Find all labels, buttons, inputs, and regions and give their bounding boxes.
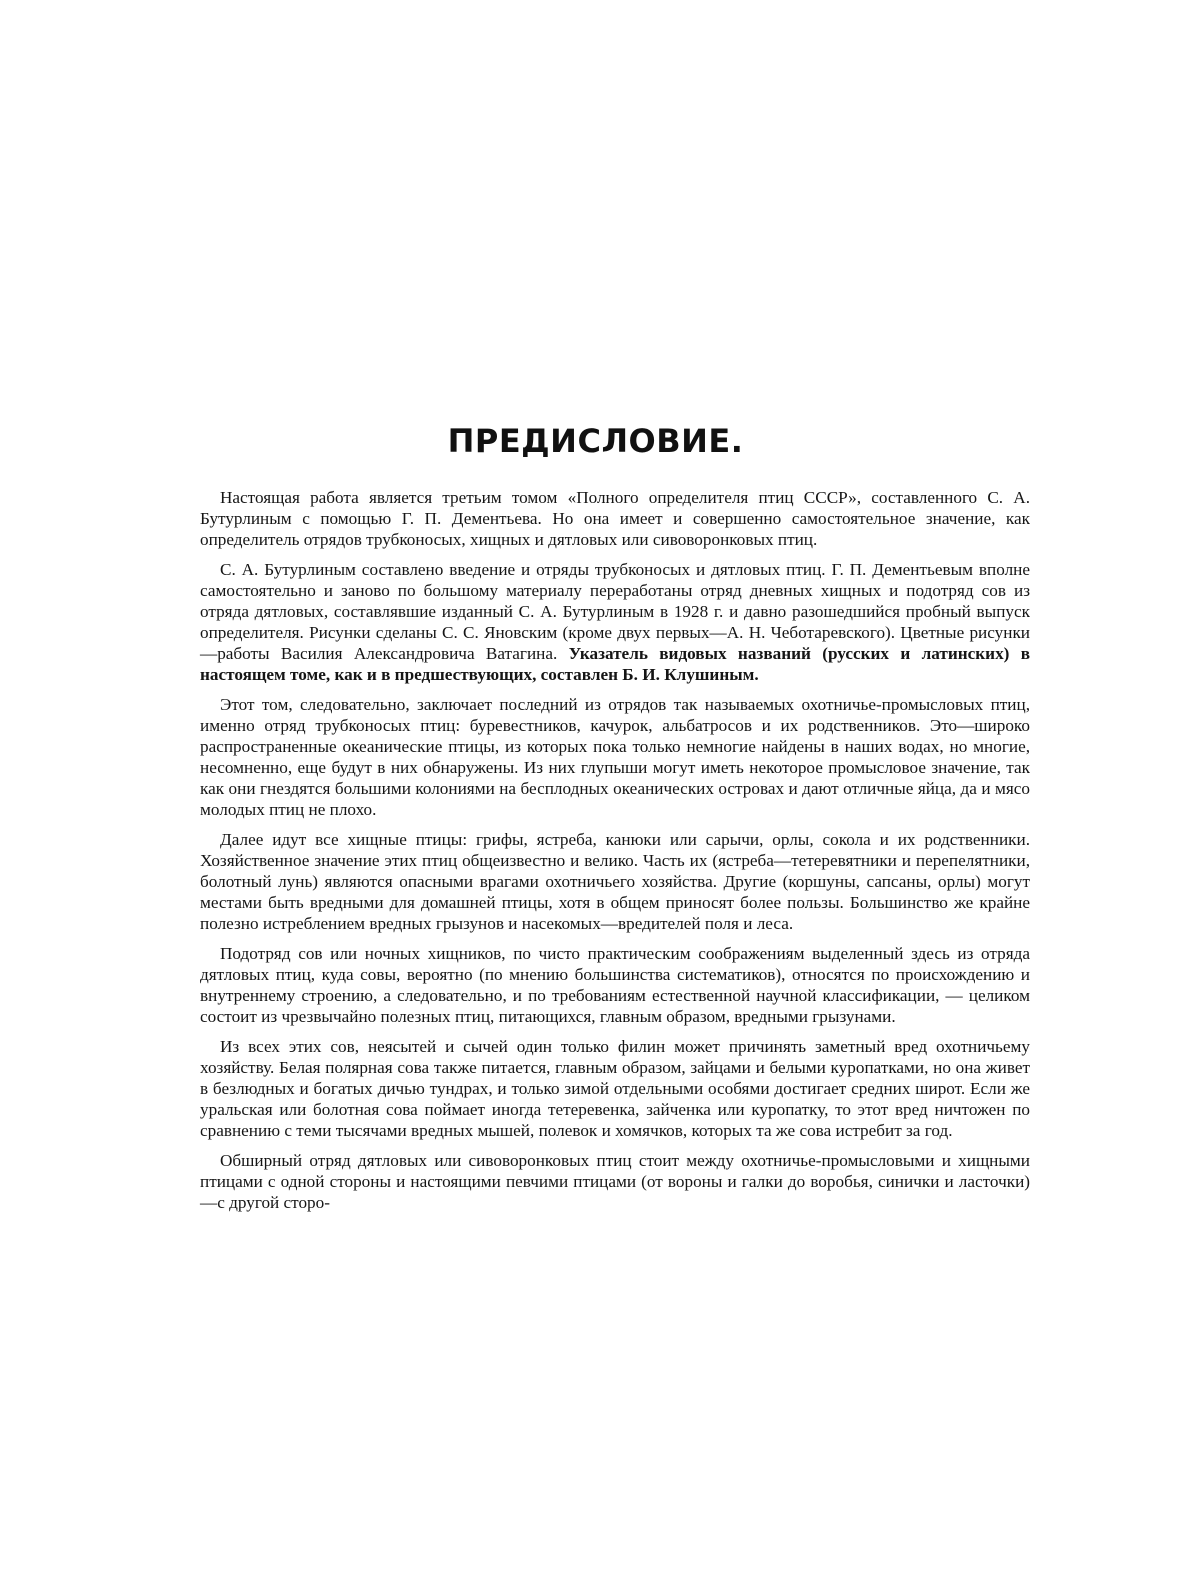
body-text [200,487,1030,1222]
paragraph-text: С. А. Бутурлиным составлено введение и отряды трубконосых и дятловых птиц. Г. П. Дементьевым вполне самостоятельно и заново по большому материалу переработаны отряд дневных хищных и подотряд сов из отряда дятловых, составлявшие изданный С. А. Бутурлиным в 1928 г. и давно разошедшийся пробный выпуск определителя. Рисунки сделаны С. С. Яновским (кроме двух первых—А. Н. Чеботаревского). Цветные рисунки—работы Василия Александровича Ватагина. [200,560,1030,663]
paragraph-text: Этот том, следовательно, заключает последний из отрядов так называемых охотничье-промысловых птиц, именно отряд трубконосых птиц: буревестников, качурок, альбатросов и их родственников. Это—широко распространенные океанические птицы, из которых пока только немногие найдены в наших водах, но многие, несомненно, еще будут в них обнаружены. Из них глупыши могут иметь некоторое промысловое значение, так как они гнездятся большими колониями на бесплодных океанических островах и дают отличные яйца, да и мясо молодых птиц не плохо. [200,695,1030,819]
paragraph-7 [200,1150,1030,1213]
page-title: ПРЕДИСЛОВИЕ. [447,422,744,460]
paragraph-text: Подотряд сов или ночных хищников, по чисто практическим соображениям выделенный здесь из отряда дятловых птиц, куда совы, вероятно (по мнению большинства систематиков), относятся по происхождению и внутреннему строению, а следовательно, и по требованиям естественной научной классификации, — целиком состоит из чрезвычайно полезных птиц, питающихся, главным образом, вредными грызунами. [200,944,1030,1026]
paragraph-text: Далее идут все хищные птицы: грифы, ястреба, канюки или сарычи, орлы, сокола и их родственники. Хозяйственное значение этих птиц общеизвестно и велико. Часть их (ястреба—тетеревятники и перепелятники, болотный лунь) являются опасными врагами охотничьего хозяйства. Другие (коршуны, сапсаны, орлы) могут местами быть вредными для домашней птицы, хотя в общем приносят более пользы. Большинство же крайне полезно истреблением вредных грызунов и насекомых—вредителей поля и леса. [200,830,1030,933]
paragraph-1 [200,487,1030,550]
paragraph-bold-text: Указатель видовых названий (русских и латинских) в настоящем томе, как и в предшествующих, составлен Б. И. Клушиным. [200,644,1031,684]
paragraph-6 [200,1036,1030,1141]
paragraph-2 [200,559,1030,685]
paragraph-5 [200,943,1030,1027]
paragraph-4 [200,829,1030,934]
paragraph-text: Настоящая работа является третьим томом «Полного определителя птиц СССР», составленного С. А. Бутурлиным с помощью Г. П. Дементьева. Но она имеет и совершенно самостоятельное значение, как определитель отрядов трубконосых, хищных и дятловых или сивоворонковых птиц. [200,488,1030,549]
paragraph-3 [200,694,1030,820]
paragraph-text: Из всех этих сов, неясытей и сычей один только филин может причинять заметный вред охотничьему хозяйству. Белая полярная сова также питается, главным образом, зайцами и белыми куропатками, но она живет в безлюдных и богатых дичью тундрах, и только зимой отдельными особями достигает средних широт. Если же уральская или болотная сова поймает иногда тетеревенка, зайченка или куропатку, то этот вред ничтожен по сравнению с теми тысячами вредных мышей, полевок и хомячков, которых та же сова истребит за год. [200,1037,1030,1140]
paragraph-text: Обширный отряд дятловых или сивоворонковых птиц стоит между охотничье-промысловыми и хищными птицами с одной стороны и настоящими певчими птицами (от вороны и галки до воробья, синички и ласточки)—с другой сторо- [200,1151,1030,1212]
